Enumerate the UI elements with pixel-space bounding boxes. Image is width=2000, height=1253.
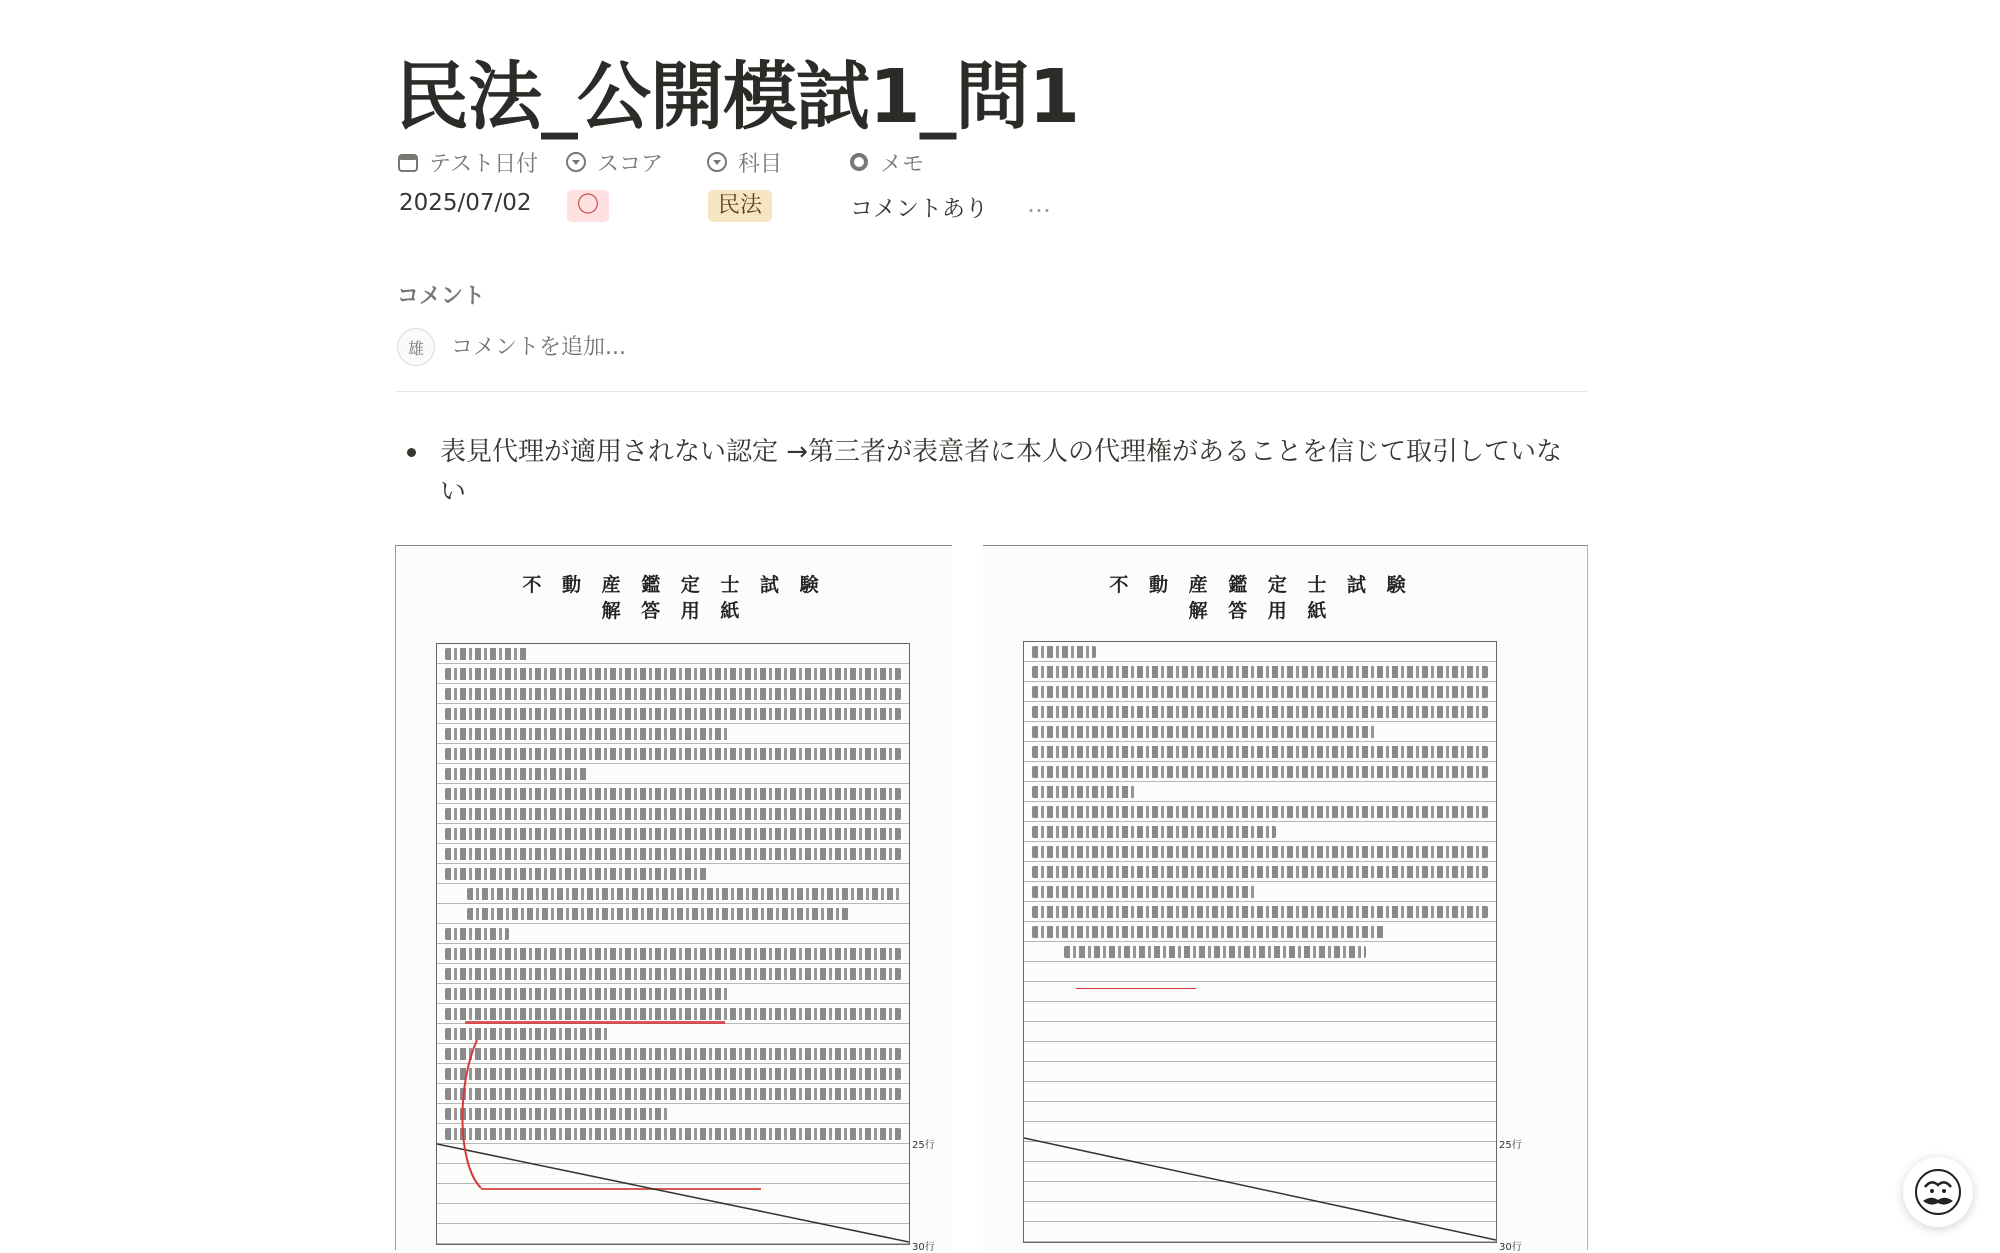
assistant-face-icon	[1913, 1167, 1963, 1217]
subject-pill[interactable]: 民法	[708, 190, 772, 222]
calendar-icon	[397, 151, 419, 173]
comment-input[interactable]	[449, 334, 1153, 361]
property-test-date[interactable]	[397, 146, 539, 216]
select-icon	[565, 151, 587, 173]
property-subject[interactable]	[706, 146, 783, 218]
properties-row	[395, 146, 1587, 226]
list-item[interactable]	[407, 432, 1587, 512]
sheet-subtitle: 解 答 用 紙	[1188, 600, 1334, 622]
property-value-memo[interactable]: コメントあり	[850, 196, 988, 222]
page-title[interactable]: 民法_公開模試1_問1	[395, 54, 1079, 140]
bullet-text[interactable]: 表見代理が適用されない認定 →第三者が表意者に本人の代理権があることを信じて取引していない	[440, 437, 1563, 507]
divider	[395, 391, 1587, 392]
avatar: 雄	[397, 328, 435, 366]
property-label: 科目	[738, 151, 783, 177]
answer-grid	[1023, 641, 1497, 1243]
property-value-date[interactable]: 2025/07/02	[399, 190, 532, 216]
text-icon	[848, 151, 870, 173]
more-options-icon[interactable]: …	[1027, 190, 1053, 218]
line-count-label: 25行	[1499, 1140, 1522, 1151]
diagonal-strike	[437, 644, 909, 1244]
property-label: スコア	[597, 151, 664, 177]
sheet-title: 不 動 産 鑑 定 士 試 験	[522, 574, 826, 596]
line-count-label: 25行	[912, 1140, 935, 1151]
comment-input-row	[397, 328, 1153, 366]
property-memo[interactable]	[848, 146, 988, 222]
help-assistant-button[interactable]	[1903, 1157, 1973, 1227]
line-count-label: 30行	[1499, 1242, 1522, 1253]
answer-sheet-image-right[interactable]	[983, 545, 1588, 1253]
comments-heading: コメント	[397, 284, 486, 309]
property-value-score[interactable]	[567, 190, 609, 222]
property-label: テスト日付	[429, 151, 539, 177]
bullet-dot-icon	[407, 448, 416, 457]
property-score[interactable]	[565, 146, 664, 218]
property-value-subject[interactable]	[708, 190, 772, 222]
line-count-label: 30行	[912, 1242, 935, 1253]
score-pill[interactable]: 〇	[567, 190, 609, 222]
sheet-title: 不 動 産 鑑 定 士 試 験	[1109, 574, 1413, 596]
answer-grid	[436, 643, 910, 1245]
sheet-subtitle: 解 答 用 紙	[601, 600, 747, 622]
diagonal-strike	[1024, 642, 1496, 1242]
property-label: メモ	[880, 151, 925, 177]
answer-sheet-image-left[interactable]	[395, 545, 952, 1253]
select-icon	[706, 151, 728, 173]
